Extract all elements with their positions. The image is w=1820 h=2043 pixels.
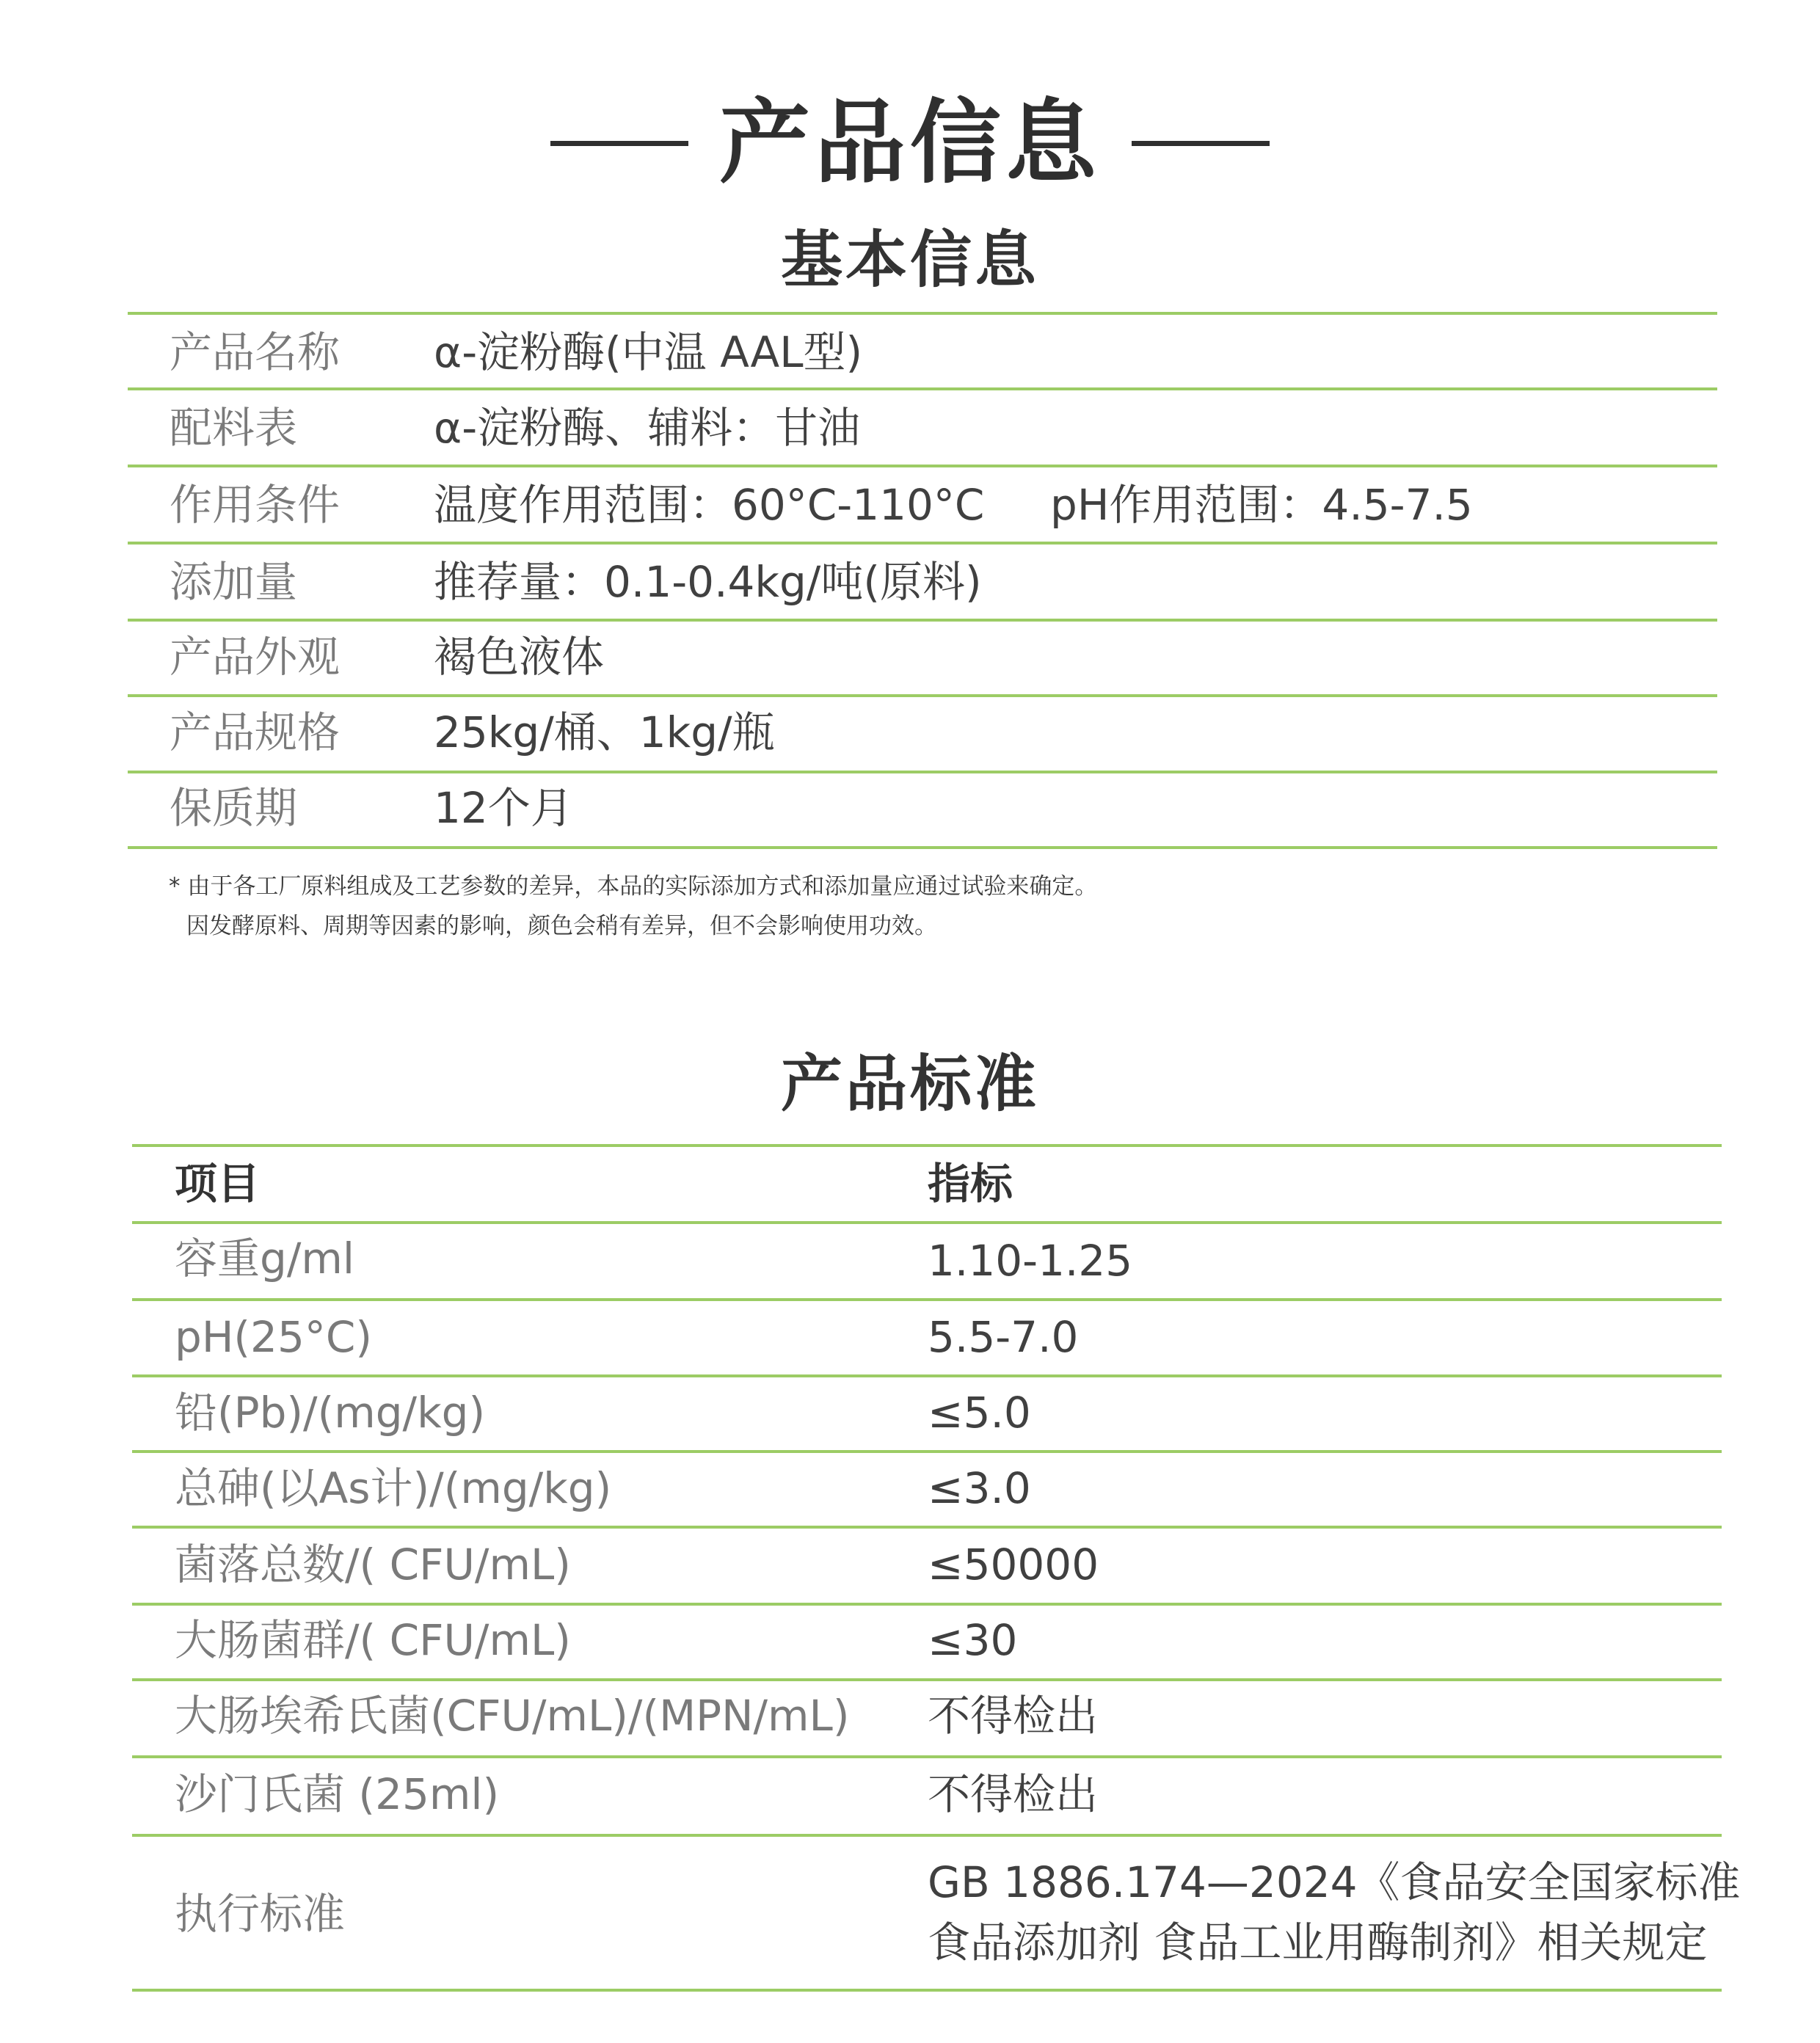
row-label: 配料表 [170,403,298,453]
row-value-line2: 食品添加剂 食品工业用酶制剂》相关规定 [928,1918,1708,1967]
table-divider [132,1221,1722,1224]
table-divider [132,1374,1722,1377]
table-divider [128,312,1717,315]
row-value: 褐色液体 [434,632,605,682]
row-value: ≤30 [928,1615,1018,1665]
table-divider [132,1603,1722,1606]
table-divider [132,1526,1722,1529]
row-value-secondary: pH作用范围：4.5-7.5 [1050,480,1473,530]
row-label: 总砷(以As计)/(mg/kg) [175,1463,612,1513]
title-left-rule [550,141,688,146]
footnote-line: 因发酵原料、周期等因素的影响，颜色会稍有差异，但不会影响使用功效。 [186,913,937,939]
row-label: 产品规格 [170,707,341,757]
row-value: ≤5.0 [928,1388,1031,1438]
column-header-index: 指标 [928,1159,1013,1209]
column-header-item: 项目 [175,1159,261,1209]
row-value: α-淀粉酶(中温 AAL型) [434,327,863,377]
row-value: ≤50000 [928,1540,1099,1589]
row-label: 大肠菌群/( CFU/mL) [175,1615,571,1665]
row-value: 不得检出 [928,1769,1099,1819]
row-value: 12个月 [434,783,573,833]
table-divider [132,1834,1722,1837]
footnote-line: * 由于各工厂原料组成及工艺参数的差异，本品的实际添加方式和添加量应通过试验来确定。 [169,873,1098,900]
row-value: 25kg/桶、1kg/瓶 [434,707,775,757]
row-value: 1.10-1.25 [928,1236,1133,1286]
table-divider [132,1450,1722,1453]
table-divider [132,1678,1722,1681]
row-label: 沙门氏菌 (25ml) [175,1769,500,1819]
row-value: 5.5-7.0 [928,1312,1079,1362]
row-label: 容重g/ml [175,1234,354,1283]
row-label: 产品外观 [170,632,341,682]
table-divider [128,846,1717,849]
row-value: 不得检出 [928,1691,1099,1741]
basic-info-title: 基本信息 [780,224,1039,296]
table-divider [128,771,1717,773]
row-label: 铅(Pb)/(mg/kg) [175,1388,486,1438]
row-value: ≤3.0 [928,1463,1031,1513]
title-right-rule [1132,141,1270,146]
row-label: 菌落总数/( CFU/mL) [175,1540,571,1589]
table-divider [128,619,1717,622]
table-divider [132,1298,1722,1301]
table-divider [128,465,1717,467]
row-value: 推荐量：0.1-0.4kg/吨(原料) [434,557,982,607]
row-label: 保质期 [170,783,298,833]
table-divider [128,542,1717,545]
table-divider [128,694,1717,697]
row-value: 温度作用范围：60°C-110°C [434,480,985,530]
row-label: 产品名称 [170,327,341,377]
row-label: 作用条件 [170,480,341,530]
table-divider [132,1989,1722,1992]
page-title-row [0,88,1820,198]
row-label: 执行标准 [175,1889,346,1939]
table-divider [132,1144,1722,1147]
row-value: α-淀粉酶、辅料：甘油 [434,403,861,453]
standard-title: 产品标准 [780,1048,1039,1120]
row-label: pH(25°C) [175,1312,372,1362]
table-divider [132,1755,1722,1758]
table-divider [128,387,1717,390]
row-value: GB 1886.174—2024《食品安全国家标准 [928,1857,1741,1907]
row-label: 添加量 [170,557,298,607]
page-title: 产品信息 [718,90,1101,196]
row-label: 大肠埃希氏菌(CFU/mL)/(MPN/mL) [175,1691,850,1741]
